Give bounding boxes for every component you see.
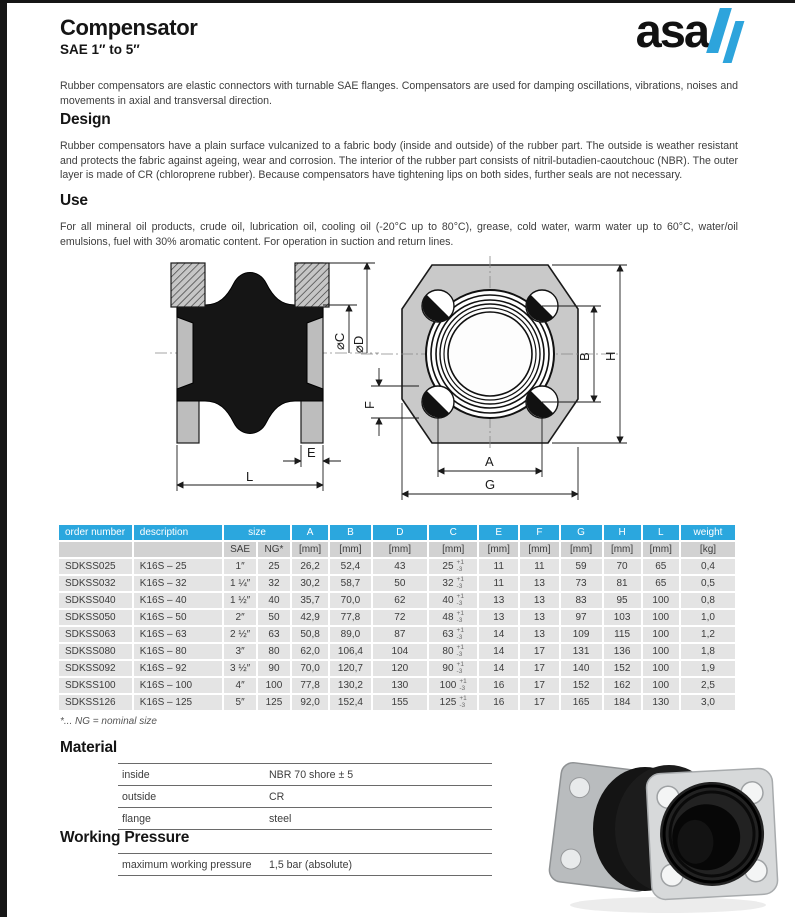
cell-description: K16S – 100 [134,678,222,693]
cell-description: K16S – 32 [134,576,222,591]
spec-table [57,523,737,712]
cell-value: 25 [258,559,290,574]
subcol-sae: SAE [224,542,256,557]
cell-value: 89,0 [330,627,370,642]
cell-value: 14 [479,644,518,659]
cell-value: 62,0 [292,644,328,659]
table-row [59,661,735,676]
cell-value: 100 [643,593,679,608]
working-pressure-row [118,853,492,876]
table-row [59,593,735,608]
cell-value: 43 [373,559,428,574]
material-value: NBR 70 shore ± 5 [269,768,354,781]
asa-logo-text: asa [635,4,708,57]
table-row [59,695,735,710]
cell-value: 1,9 [681,661,735,676]
cell-value: 80 [258,644,290,659]
cell-value: 2″ [224,610,256,625]
cell-description: K16S – 40 [134,593,222,608]
cell-description: K16S – 125 [134,695,222,710]
col-h: H [604,525,641,540]
cell-value: 104 [373,644,428,659]
cell-value: 80 +1 -3 [429,644,477,659]
cell-value: 70 [604,559,641,574]
intro-paragraph: Rubber compensators are elastic connectors with turnable SAE flanges. Compensators are used for damping oscillations, vibrations, noises and movements in axial and transversal direction. [60,80,738,107]
cell-value: 162 [604,678,641,693]
table-row [59,644,735,659]
cell-description: K16S – 92 [134,661,222,676]
cell-value: 52,4 [330,559,370,574]
cell-order-number: SDKSS032 [59,576,132,591]
material-row [118,785,492,807]
cell-value: 100 [643,627,679,642]
cell-value: 26,2 [292,559,328,574]
cell-value: 63 [258,627,290,642]
cell-value: 40 [258,593,290,608]
cell-value: 165 [561,695,602,710]
cell-order-number: SDKSS025 [59,559,132,574]
cell-value: 11 [479,576,518,591]
table-row [59,627,735,642]
cell-order-number: SDKSS100 [59,678,132,693]
page-subtitle: SAE 1″ to 5″ [60,42,140,57]
cell-value: 130 [373,678,428,693]
cell-value: 73 [561,576,602,591]
cell-order-number: SDKSS126 [59,695,132,710]
technical-drawings [57,253,737,515]
cell-description: K16S – 80 [134,644,222,659]
cell-value: 155 [373,695,428,710]
dim-label-h: H [603,351,618,361]
cell-value: 63 +1 -3 [429,627,477,642]
cell-value: 131 [561,644,602,659]
cell-value: 1,0 [681,610,735,625]
table-row [59,678,735,693]
asa-logo [636,5,738,63]
page-title: Compensator [60,15,198,40]
c-tolerance: +1 -3 [459,695,467,709]
cell-order-number: SDKSS063 [59,627,132,642]
cell-value: 17 [520,644,558,659]
cell-value: 13 [520,576,558,591]
dim-label-b: B [577,352,592,361]
cell-value: 3,0 [681,695,735,710]
material-value: steel [269,812,292,825]
design-heading: Design [60,111,111,128]
dim-label-e: E [307,445,316,460]
cell-value: 25 +1 -3 [429,559,477,574]
material-row [118,763,492,785]
table-footnote: *... NG = nominal size [60,716,157,727]
cell-order-number: SDKSS080 [59,644,132,659]
material-label: inside [122,768,150,781]
cell-value: 90 [258,661,290,676]
cell-value: 16 [479,678,518,693]
cell-value: 125 [258,695,290,710]
cell-value: 109 [561,627,602,642]
col-c: C [429,525,477,540]
c-tolerance: +1 -3 [456,610,464,624]
c-tolerance: +1 -3 [456,559,464,573]
cell-value: 1″ [224,559,256,574]
cell-value: 14 [479,627,518,642]
cell-value: 152 [604,661,641,676]
cell-value: 59 [561,559,602,574]
cell-value: 106,4 [330,644,370,659]
cell-value: 42,9 [292,610,328,625]
table-row [59,559,735,574]
cell-value: 95 [604,593,641,608]
cell-value: 0,5 [681,576,735,591]
cell-value: 1 ½″ [224,593,256,608]
working-pressure-heading: Working Pressure [60,829,190,846]
cell-value: 11 [520,559,558,574]
cell-value: 100 [643,610,679,625]
cell-value: 65 [643,576,679,591]
cell-value: 83 [561,593,602,608]
material-value: CR [269,790,285,803]
dim-label-c: ⌀C [332,332,347,350]
cell-value: 13 [479,610,518,625]
cell-value: 100 [643,678,679,693]
material-heading: Material [60,739,117,756]
cell-value: 3 ½″ [224,661,256,676]
table-row [59,576,735,591]
cell-value: 3″ [224,644,256,659]
working-pressure-value: 1,5 bar (absolute) [269,858,353,871]
cell-value: 100 [643,661,679,676]
col-b: B [330,525,370,540]
product-photo [543,745,791,917]
material-table [118,763,492,830]
cell-value: 77,8 [292,678,328,693]
cell-value: 11 [479,559,518,574]
cell-value: 17 [520,678,558,693]
col-size: size [224,525,290,540]
cell-value: 13 [520,610,558,625]
design-paragraph: Rubber compensators have a plain surface vulcanized to a fabric body (inside and outside) of the rubber part. The outside is weather resistant and protects the fabric against ageing, wear and corrosion. The interior of the rubber part consists of nitril-butadien-caoutchouc (NBR). The outer layer is made of CR (chloroprene rubber). Because compensators have tightening lips on both sides, further seals are not necessary. [60,140,738,182]
cell-value: 35,7 [292,593,328,608]
cell-value: 65 [643,559,679,574]
dim-label-l: L [246,469,254,484]
cell-value: 62 [373,593,428,608]
col-e: E [479,525,518,540]
dim-label-f: F [362,401,377,409]
cell-value: 87 [373,627,428,642]
cell-value: 1,2 [681,627,735,642]
cell-value: 17 [520,661,558,676]
cell-value: 4″ [224,678,256,693]
page-edge-strip [0,3,7,917]
spec-table-body [59,559,735,710]
cell-value: 14 [479,661,518,676]
cell-order-number: SDKSS092 [59,661,132,676]
cell-value: 16 [479,695,518,710]
c-tolerance: +1 -3 [456,627,464,641]
col-g: G [561,525,602,540]
col-l: L [643,525,679,540]
c-tolerance: +1 -3 [456,593,464,607]
subcol-ng: NG* [258,542,290,557]
material-row [118,807,492,830]
table-header-row [59,525,735,540]
col-f: F [520,525,558,540]
cell-value: 130 [643,695,679,710]
cell-value: 50 [373,576,428,591]
cell-value: 2,5 [681,678,735,693]
c-tolerance: +1 -3 [456,644,464,658]
c-tolerance: +1 -3 [456,661,464,675]
col-a: A [292,525,328,540]
cell-value: 0,4 [681,559,735,574]
header [60,15,197,57]
cell-value: 130,2 [330,678,370,693]
cell-value: 120 [373,661,428,676]
cell-value: 100 [258,678,290,693]
cell-value: 13 [520,627,558,642]
cell-value: 97 [561,610,602,625]
cell-value: 152,4 [330,695,370,710]
asa-logo-slashes-icon [713,5,738,63]
cell-value: 50 [258,610,290,625]
cell-value: 32 +1 -3 [429,576,477,591]
cell-value: 77,8 [330,610,370,625]
cell-value: 140 [561,661,602,676]
working-pressure-table [118,853,492,876]
cell-value: 17 [520,695,558,710]
cell-value: 2 ½″ [224,627,256,642]
material-label: outside [122,790,157,803]
cell-value: 1 ¼″ [224,576,256,591]
cell-value: 103 [604,610,641,625]
cell-value: 115 [604,627,641,642]
cell-value: 0,8 [681,593,735,608]
cell-value: 100 [643,644,679,659]
dim-label-d: ⌀D [351,335,366,353]
flange-drawing [357,253,717,511]
use-heading: Use [60,192,88,209]
cell-value: 120,7 [330,661,370,676]
cell-value: 58,7 [330,576,370,591]
cell-value: 50,8 [292,627,328,642]
cell-value: 32 [258,576,290,591]
col-d: D [373,525,428,540]
cell-value: 48 +1 -3 [429,610,477,625]
cell-value: 30,2 [292,576,328,591]
cell-description: K16S – 50 [134,610,222,625]
cell-value: 81 [604,576,641,591]
table-subheader-row: SAE NG* [mm] [mm] [mm] [mm] [mm] [mm] [mm] [mm] [mm] [kg] [59,542,735,557]
dim-label-a: A [485,454,494,469]
cell-value: 125 +1 -3 [429,695,477,710]
col-description: description [134,525,222,540]
cell-value: 40 +1 -3 [429,593,477,608]
cell-value: 184 [604,695,641,710]
cell-value: 72 [373,610,428,625]
table-row [59,610,735,625]
col-order-number: order number [59,525,132,540]
cell-value: 70,0 [330,593,370,608]
dim-label-g: G [485,477,496,492]
cell-value: 92,0 [292,695,328,710]
cell-value: 136 [604,644,641,659]
col-weight: weight [681,525,735,540]
cell-description: K16S – 25 [134,559,222,574]
cell-order-number: SDKSS040 [59,593,132,608]
cell-value: 13 [520,593,558,608]
cell-value: 90 +1 -3 [429,661,477,676]
cell-value: 13 [479,593,518,608]
cell-value: 5″ [224,695,256,710]
material-label: flange [122,812,151,825]
cell-value: 152 [561,678,602,693]
cell-value: 1,8 [681,644,735,659]
c-tolerance: +1 -3 [459,678,467,692]
use-paragraph: For all mineral oil products, crude oil, lubrication oil, cooling oil (-20°C up to 80°C), grease, cold water, warm water up to 60°C, water/oil emulsions, fuel with 30% aromatic content. For operation in suction and return lines. [60,221,738,248]
working-pressure-label: maximum working pressure [122,858,252,871]
cell-value: 100 +1 -3 [429,678,477,693]
cell-description: K16S – 63 [134,627,222,642]
cell-order-number: SDKSS050 [59,610,132,625]
cell-value: 70,0 [292,661,328,676]
c-tolerance: +1 -3 [456,576,464,590]
